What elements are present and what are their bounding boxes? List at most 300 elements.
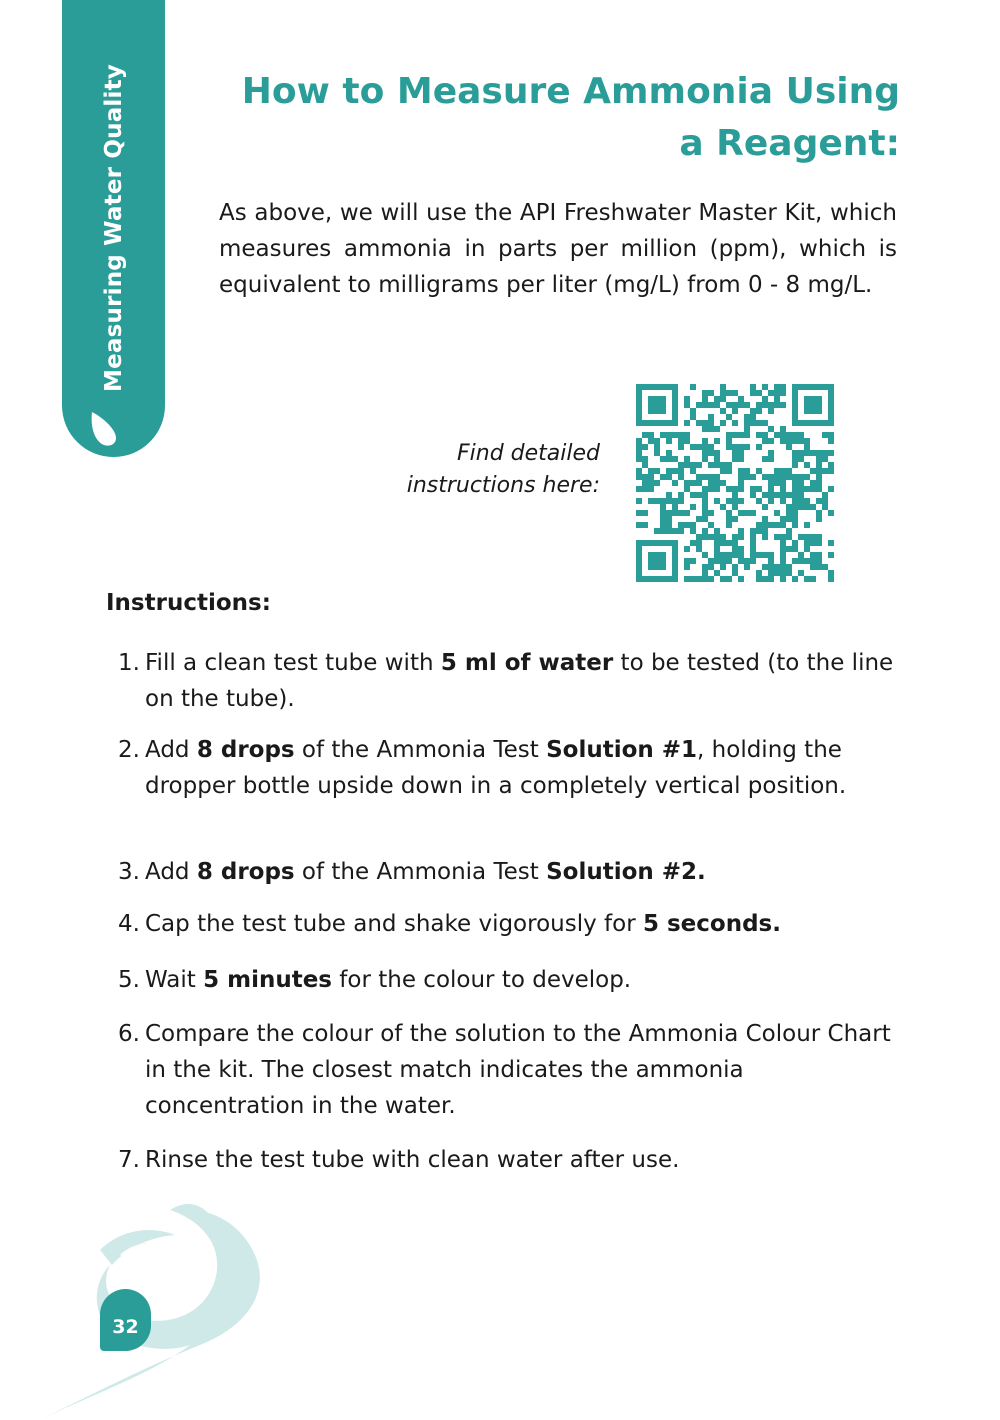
- qr-module: [690, 522, 696, 528]
- qr-module: [738, 474, 744, 480]
- qr-module: [720, 480, 726, 486]
- qr-module: [744, 474, 750, 480]
- qr-module: [684, 558, 690, 564]
- qr-module: [786, 504, 792, 510]
- qr-module: [816, 558, 822, 564]
- step-number: 6.: [118, 1021, 140, 1047]
- qr-module: [696, 462, 702, 468]
- qr-module: [780, 480, 786, 486]
- qr-module: [702, 420, 708, 426]
- qr-module: [726, 462, 732, 468]
- qr-module: [822, 504, 828, 510]
- qr-module: [714, 498, 720, 504]
- qr-module: [660, 522, 666, 528]
- qr-module: [720, 540, 726, 546]
- qr-module: [792, 516, 798, 522]
- qr-module: [786, 438, 792, 444]
- qr-module: [732, 498, 738, 504]
- qr-module: [678, 474, 684, 480]
- qr-module: [828, 570, 834, 576]
- qr-module: [828, 552, 834, 558]
- qr-module: [660, 510, 666, 516]
- qr-module: [756, 576, 762, 582]
- qr-module: [720, 558, 726, 564]
- qr-module: [756, 390, 762, 396]
- qr-module: [684, 456, 690, 462]
- qr-module: [666, 516, 672, 522]
- qr-module: [726, 540, 732, 546]
- qr-module: [654, 528, 660, 534]
- qr-module: [786, 534, 792, 540]
- qr-module: [810, 486, 816, 492]
- qr-module: [744, 432, 750, 438]
- qr-module: [714, 438, 720, 444]
- qr-module: [708, 444, 714, 450]
- qr-module: [660, 432, 666, 438]
- qr-module: [810, 552, 816, 558]
- qr-module: [696, 474, 702, 480]
- qr-module: [774, 564, 780, 570]
- qr-module: [738, 432, 744, 438]
- step-bold: Solution #2.: [546, 859, 706, 885]
- qr-module: [684, 546, 690, 552]
- qr-module: [714, 528, 720, 534]
- qr-caption: [340, 438, 600, 502]
- qr-module: [696, 516, 702, 522]
- qr-module: [714, 486, 720, 492]
- qr-module: [738, 480, 744, 486]
- qr-module: [726, 444, 732, 450]
- qr-module: [738, 396, 744, 402]
- qr-module: [780, 438, 786, 444]
- qr-module: [738, 510, 744, 516]
- qr-module: [702, 504, 708, 510]
- qr-module: [744, 420, 750, 426]
- qr-module: [774, 468, 780, 474]
- qr-module: [720, 468, 726, 474]
- qr-module: [654, 480, 660, 486]
- qr-module: [804, 546, 810, 552]
- qr-module: [816, 486, 822, 492]
- qr-module: [798, 558, 804, 564]
- qr-module: [774, 510, 780, 516]
- qr-module: [738, 528, 744, 534]
- qr-module: [636, 438, 642, 444]
- step-text: Rinse the test tube with clean water after use.: [145, 1147, 680, 1173]
- qr-module: [780, 468, 786, 474]
- qr-code-icon[interactable]: [636, 384, 834, 582]
- qr-module: [768, 570, 774, 576]
- qr-module: [708, 426, 714, 432]
- qr-module: [804, 396, 822, 414]
- qr-module: [762, 432, 768, 438]
- qr-module: [654, 498, 660, 504]
- qr-module: [810, 564, 816, 570]
- qr-module: [702, 390, 708, 396]
- qr-module: [654, 450, 660, 456]
- qr-module: [702, 396, 708, 402]
- qr-module: [810, 534, 816, 540]
- qr-module: [792, 504, 798, 510]
- qr-module: [726, 558, 732, 564]
- qr-caption-line2: instructions here:: [406, 473, 600, 498]
- qr-module: [666, 450, 672, 456]
- qr-module: [720, 534, 726, 540]
- qr-module: [780, 540, 786, 546]
- qr-module: [786, 528, 792, 534]
- qr-module: [702, 450, 708, 456]
- qr-module: [738, 558, 744, 564]
- qr-module: [720, 462, 726, 468]
- qr-module: [774, 390, 780, 396]
- intro-paragraph: As above, we will use the API Freshwater Master Kit, which measures ammonia in parts per million (ppm), which is equivalent to milligrams per liter (mg/L) from 0 - 8 mg/L.: [219, 200, 897, 298]
- qr-module: [768, 486, 774, 492]
- qr-module: [768, 498, 774, 504]
- qr-module: [774, 384, 780, 390]
- qr-module: [648, 486, 654, 492]
- qr-module: [690, 528, 696, 534]
- qr-module: [714, 456, 720, 462]
- qr-module: [660, 474, 666, 480]
- qr-module: [792, 438, 798, 444]
- qr-module: [786, 492, 792, 498]
- qr-module: [816, 456, 822, 462]
- qr-module: [666, 474, 672, 480]
- qr-module: [714, 396, 720, 402]
- qr-module: [678, 498, 684, 504]
- qr-module: [636, 486, 642, 492]
- qr-module: [714, 570, 720, 576]
- qr-module: [750, 534, 756, 540]
- qr-module: [792, 558, 798, 564]
- qr-module: [714, 534, 720, 540]
- step-number: 3.: [118, 859, 140, 885]
- qr-module: [792, 486, 798, 492]
- step-number: 2.: [118, 737, 140, 763]
- qr-module: [672, 480, 678, 486]
- qr-module: [774, 474, 780, 480]
- qr-module: [762, 402, 768, 408]
- qr-module: [750, 558, 756, 564]
- qr-module: [744, 414, 750, 420]
- qr-module: [792, 456, 798, 462]
- qr-module: [702, 474, 708, 480]
- qr-module: [756, 570, 762, 576]
- qr-module: [804, 534, 810, 540]
- qr-module: [828, 576, 834, 582]
- qr-module: [702, 486, 708, 492]
- step-number: 4.: [118, 911, 140, 937]
- qr-module: [762, 552, 768, 558]
- qr-module: [738, 486, 744, 492]
- qr-module: [738, 456, 744, 462]
- qr-module: [732, 540, 738, 546]
- step-bold: 5 seconds.: [642, 911, 781, 937]
- qr-module: [642, 522, 648, 528]
- qr-module: [666, 456, 672, 462]
- qr-module: [636, 510, 642, 516]
- qr-module: [828, 486, 834, 492]
- qr-module: [816, 540, 822, 546]
- qr-module: [660, 456, 666, 462]
- qr-module: [816, 534, 822, 540]
- qr-module: [708, 474, 714, 480]
- qr-module: [792, 510, 798, 516]
- qr-module: [798, 432, 804, 438]
- qr-module: [798, 534, 804, 540]
- qr-module: [666, 498, 672, 504]
- qr-module: [756, 552, 762, 558]
- qr-module: [690, 384, 696, 390]
- qr-module: [768, 552, 774, 558]
- qr-module: [672, 504, 678, 510]
- qr-module: [762, 420, 768, 426]
- qr-module: [780, 546, 786, 552]
- qr-module: [672, 468, 678, 474]
- step-text: Cap the test tube and shake vigorously for: [145, 911, 643, 937]
- qr-module: [726, 414, 732, 420]
- qr-module: [690, 468, 696, 474]
- qr-module: [792, 576, 798, 582]
- qr-module: [648, 438, 654, 444]
- qr-module: [768, 558, 774, 564]
- qr-module: [786, 570, 792, 576]
- qr-module: [636, 444, 642, 450]
- qr-module: [684, 438, 690, 444]
- qr-module: [642, 510, 648, 516]
- qr-module: [828, 438, 834, 444]
- page-number-badge: [100, 1289, 151, 1351]
- qr-module: [780, 564, 786, 570]
- qr-module: [642, 480, 648, 486]
- qr-module: [780, 570, 786, 576]
- step-4: [118, 906, 908, 942]
- qr-module: [792, 480, 798, 486]
- qr-module: [798, 456, 804, 462]
- qr-module: [816, 474, 822, 480]
- qr-module: [702, 492, 708, 498]
- qr-module: [804, 498, 810, 504]
- qr-module: [810, 558, 816, 564]
- qr-module: [774, 402, 780, 408]
- qr-module: [738, 552, 744, 558]
- qr-module: [690, 444, 696, 450]
- qr-module: [822, 450, 828, 456]
- qr-module: [726, 486, 732, 492]
- qr-module: [702, 444, 708, 450]
- qr-module: [708, 462, 714, 468]
- qr-module: [708, 414, 714, 420]
- qr-module: [750, 492, 756, 498]
- qr-module: [750, 474, 756, 480]
- qr-module: [780, 498, 786, 504]
- qr-module: [762, 534, 768, 540]
- qr-module: [702, 564, 708, 570]
- step-3: [118, 854, 908, 890]
- qr-module: [690, 492, 696, 498]
- qr-module: [714, 462, 720, 468]
- qr-module: [798, 480, 804, 486]
- qr-module: [708, 486, 714, 492]
- qr-module: [726, 438, 732, 444]
- qr-module: [720, 408, 726, 414]
- qr-module: [738, 546, 744, 552]
- qr-module: [828, 462, 834, 468]
- qr-module: [756, 402, 762, 408]
- qr-module: [798, 474, 804, 480]
- qr-module: [798, 450, 804, 456]
- qr-module: [756, 468, 762, 474]
- qr-module: [804, 558, 810, 564]
- qr-caption-line1: Find detailed: [457, 441, 600, 466]
- qr-module: [780, 486, 786, 492]
- qr-module: [726, 510, 732, 516]
- qr-module: [666, 510, 672, 516]
- qr-module: [684, 576, 690, 582]
- qr-module: [708, 522, 714, 528]
- qr-module: [720, 552, 726, 558]
- qr-module: [636, 450, 642, 456]
- qr-module: [828, 510, 834, 516]
- qr-module: [792, 432, 798, 438]
- qr-module: [648, 396, 666, 414]
- qr-module: [816, 564, 822, 570]
- qr-module: [738, 468, 744, 474]
- qr-module: [636, 456, 642, 462]
- qr-module: [648, 432, 654, 438]
- qr-module: [804, 462, 810, 468]
- qr-module: [702, 516, 708, 522]
- qr-module: [780, 474, 786, 480]
- qr-module: [804, 486, 810, 492]
- water-drop-icon: [82, 408, 122, 448]
- qr-module: [708, 534, 714, 540]
- qr-module: [774, 522, 780, 528]
- qr-module: [726, 516, 732, 522]
- qr-module: [756, 444, 762, 450]
- qr-module: [810, 576, 816, 582]
- qr-module: [792, 540, 798, 546]
- qr-module: [822, 456, 828, 462]
- qr-module: [750, 528, 756, 534]
- qr-module: [786, 432, 792, 438]
- qr-module: [714, 546, 720, 552]
- qr-module: [720, 390, 726, 396]
- qr-module: [756, 486, 762, 492]
- qr-module: [732, 390, 738, 396]
- qr-module: [684, 432, 690, 438]
- qr-module: [648, 552, 666, 570]
- side-tab: [62, 0, 165, 457]
- qr-module: [678, 468, 684, 474]
- qr-module: [678, 438, 684, 444]
- qr-module: [744, 558, 750, 564]
- qr-module: [774, 492, 780, 498]
- qr-module: [720, 576, 726, 582]
- qr-module: [720, 396, 726, 402]
- qr-module: [750, 546, 756, 552]
- qr-module: [678, 528, 684, 534]
- qr-module: [816, 450, 822, 456]
- qr-module: [636, 522, 642, 528]
- qr-module: [708, 510, 714, 516]
- qr-module: [750, 552, 756, 558]
- step-bold: 8 drops: [196, 859, 295, 885]
- qr-module: [804, 576, 810, 582]
- qr-module: [810, 468, 816, 474]
- qr-module: [738, 444, 744, 450]
- qr-module: [768, 408, 774, 414]
- qr-module: [774, 480, 780, 486]
- qr-module: [672, 432, 678, 438]
- step-text: Compare the colour of the solution to the Ammonia Colour Chart in the kit. The closest match indicates the ammonia concentration in the water.: [145, 1021, 891, 1119]
- qr-module: [732, 534, 738, 540]
- qr-module: [690, 462, 696, 468]
- qr-module: [696, 480, 702, 486]
- qr-module: [780, 576, 786, 582]
- step-1: [118, 645, 908, 717]
- qr-module: [774, 432, 780, 438]
- qr-module: [768, 390, 774, 396]
- qr-module: [822, 498, 828, 504]
- qr-module: [780, 492, 786, 498]
- qr-module: [654, 468, 660, 474]
- step-5: [118, 962, 908, 998]
- qr-module: [726, 498, 732, 504]
- qr-module: [642, 444, 648, 450]
- qr-module: [792, 474, 798, 480]
- qr-module: [732, 450, 738, 456]
- qr-module: [768, 426, 774, 432]
- qr-module: [684, 396, 690, 402]
- step-bold: 5 ml of water: [440, 650, 614, 676]
- qr-module: [816, 468, 822, 474]
- qr-module: [762, 528, 768, 534]
- qr-module: [822, 468, 828, 474]
- qr-module: [732, 444, 738, 450]
- qr-module: [714, 558, 720, 564]
- qr-module: [804, 474, 810, 480]
- qr-module: [792, 498, 798, 504]
- qr-module: [672, 498, 678, 504]
- qr-module: [642, 486, 648, 492]
- qr-module: [714, 402, 720, 408]
- qr-module: [804, 444, 810, 450]
- qr-module: [684, 486, 690, 492]
- qr-module: [702, 438, 708, 444]
- qr-module: [678, 510, 684, 516]
- qr-module: [708, 420, 714, 426]
- qr-module: [684, 510, 690, 516]
- qr-module: [684, 420, 690, 426]
- qr-module: [708, 450, 714, 456]
- qr-module: [744, 468, 750, 474]
- qr-module: [732, 408, 738, 414]
- qr-module: [690, 408, 696, 414]
- qr-module: [732, 456, 738, 462]
- qr-module: [720, 420, 726, 426]
- qr-module: [714, 450, 720, 456]
- qr-module: [786, 474, 792, 480]
- qr-module: [690, 504, 696, 510]
- qr-module: [666, 528, 672, 534]
- qr-module: [756, 420, 762, 426]
- qr-module: [756, 522, 762, 528]
- qr-module: [762, 474, 768, 480]
- qr-module: [702, 570, 708, 576]
- qr-module: [822, 564, 828, 570]
- qr-module: [726, 390, 732, 396]
